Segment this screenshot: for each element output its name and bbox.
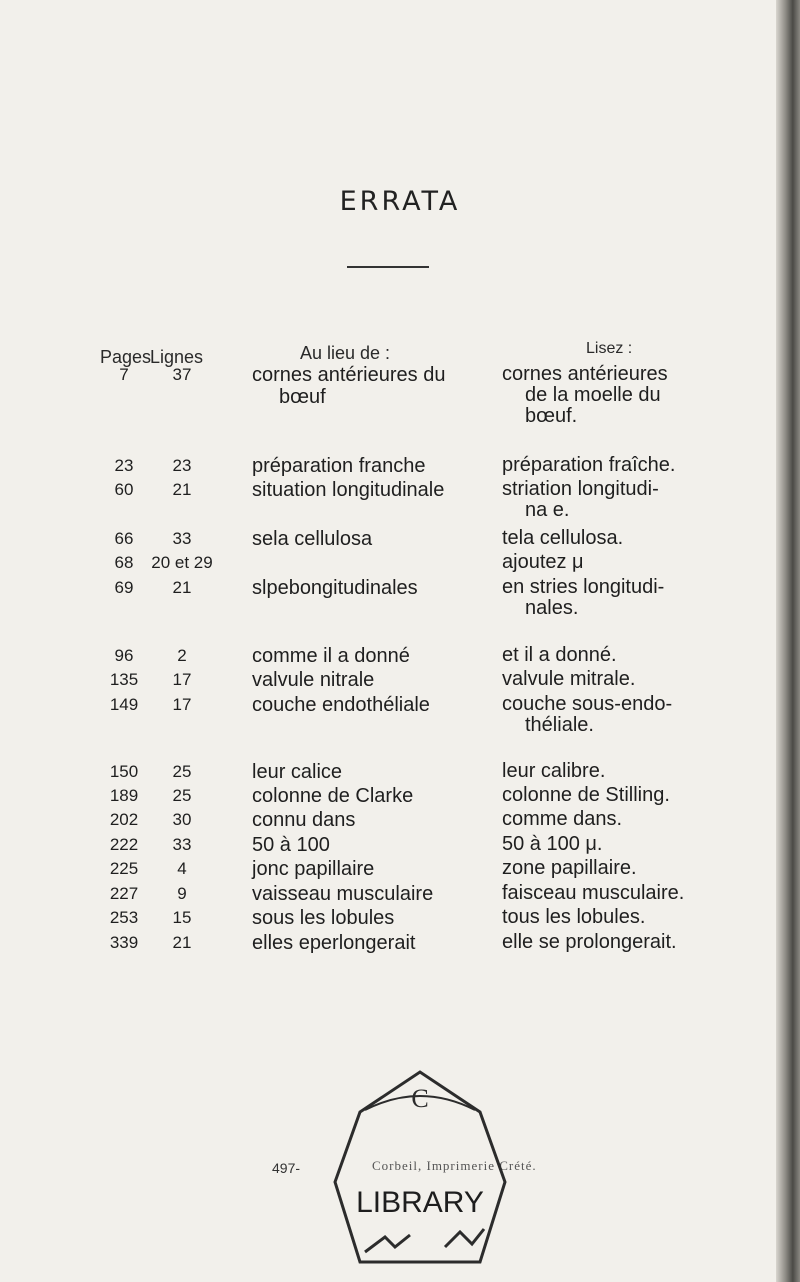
cell-ligne: 2 (177, 646, 187, 665)
cell-lisez (502, 907, 645, 928)
cell-au-lieu (252, 455, 425, 477)
cell-lisez (502, 785, 670, 806)
cell-ligne: 21 (172, 480, 192, 499)
cell-page: 189 (109, 786, 139, 805)
lisez-line: bœuf. (525, 405, 578, 427)
cell-ligne: 21 (172, 933, 192, 952)
cell-au-lieu (252, 809, 355, 831)
lisez-line: cornes antérieures (502, 363, 668, 385)
au-lieu-line: préparation franche (252, 455, 426, 477)
cell-page: 225 (109, 859, 139, 878)
lisez-line: zone papillaire. (502, 857, 637, 879)
au-lieu-line: jonc papillaire (252, 858, 375, 880)
au-lieu-line: vaisseau musculaire (252, 883, 434, 905)
lisez-line: leur calibre. (502, 760, 606, 782)
cell-lisez (502, 858, 637, 879)
au-lieu-line: situation longitudinale (252, 479, 445, 501)
cell-au-lieu (252, 834, 330, 856)
lisez-line: ajoutez μ (502, 551, 584, 573)
cell-page: 227 (109, 884, 139, 903)
au-lieu-line: leur calice (252, 761, 343, 783)
cell-ligne: 33 (172, 835, 192, 854)
cell-ligne: 25 (172, 786, 192, 805)
cell-lisez (502, 364, 668, 427)
lisez-line: couche sous-endo- (502, 693, 673, 715)
header-au-lieu: Au lieu de : (300, 343, 391, 363)
cell-page: 222 (109, 835, 139, 854)
au-lieu-line: couche endothéliale (252, 694, 430, 716)
au-lieu-line: bœuf (279, 386, 326, 408)
cell-ligne: 17 (172, 695, 192, 714)
cell-au-lieu (252, 761, 342, 783)
stamp-top-text: C (411, 1084, 429, 1113)
cell-ligne: 17 (172, 670, 192, 689)
cell-lisez (502, 577, 664, 619)
lisez-line: striation longitudi- (502, 478, 659, 500)
au-lieu-line: elles eperlongerait (252, 932, 416, 954)
cell-page: 202 (109, 810, 139, 829)
cell-au-lieu (252, 645, 410, 667)
cell-page: 60 (114, 480, 134, 499)
lisez-line: elle se prolongerait. (502, 931, 677, 953)
cell-page: 339 (109, 933, 139, 952)
cell-au-lieu (252, 858, 374, 880)
header-lisez: Lisez : (586, 340, 633, 357)
cell-ligne: 37 (172, 365, 192, 384)
cell-page: 7 (119, 365, 129, 384)
cell-au-lieu (252, 577, 418, 599)
lisez-line: comme dans. (502, 808, 623, 830)
au-lieu-line: sela cellulosa (252, 528, 373, 550)
lisez-line: en stries longitudi- (502, 576, 665, 598)
cell-au-lieu (252, 669, 374, 691)
imprint-text: Corbeil, Imprimerie Crété. (372, 1158, 537, 1173)
au-lieu-line: sous les lobules (252, 907, 395, 929)
au-lieu-line: colonne de Clarke (252, 785, 414, 807)
lisez-line: 50 à 100 μ. (502, 833, 603, 855)
cell-page: 253 (109, 908, 139, 927)
lisez-line: nales. (525, 597, 579, 619)
cell-page: 150 (109, 762, 139, 781)
cell-au-lieu (252, 932, 415, 954)
cell-au-lieu (252, 364, 445, 408)
cell-page: 68 (114, 553, 134, 572)
cell-lisez (502, 932, 677, 953)
cell-page: 66 (114, 529, 134, 548)
cell-ligne: 30 (172, 810, 192, 829)
lisez-line: préparation fraîche. (502, 454, 676, 476)
cell-au-lieu (252, 479, 444, 501)
cell-au-lieu (252, 907, 394, 929)
cell-lisez (502, 834, 603, 855)
cell-lisez (502, 455, 675, 476)
au-lieu-line: connu dans (252, 809, 356, 831)
header-pages: Pages (100, 347, 152, 367)
cell-lisez (502, 809, 622, 830)
library-stamp (270, 1052, 570, 1282)
lisez-line: na e. (525, 499, 570, 521)
cell-page: 135 (109, 670, 139, 689)
cell-au-lieu (252, 528, 372, 550)
cell-ligne: 9 (177, 884, 187, 903)
cell-lisez (502, 479, 659, 521)
page-title: ERRATA (339, 186, 461, 217)
title-rule (347, 266, 429, 268)
cell-ligne: 4 (177, 859, 187, 878)
au-lieu-line: comme il a donné (252, 645, 410, 667)
imprint-number: 497- (272, 1160, 301, 1176)
cell-ligne: 25 (172, 762, 192, 781)
lisez-line: tous les lobules. (502, 906, 646, 928)
au-lieu-line: slpebongitudinales (252, 577, 418, 599)
cell-ligne: 15 (172, 908, 192, 927)
au-lieu-line: cornes antérieures du (252, 364, 446, 386)
cell-ligne: 33 (172, 529, 192, 548)
cell-au-lieu (252, 785, 413, 807)
cell-lisez (502, 552, 584, 573)
cell-au-lieu (252, 883, 433, 905)
cell-page: 69 (114, 578, 134, 597)
lisez-line: de la moelle du (525, 384, 661, 406)
cell-lisez (502, 528, 623, 549)
cell-lisez (502, 761, 605, 782)
lisez-line: théliale. (525, 714, 594, 736)
header-lignes: Lignes (150, 347, 204, 367)
cell-page: 23 (114, 456, 134, 475)
cell-ligne: 20 et 29 (151, 553, 213, 572)
cell-lisez (502, 694, 672, 736)
cell-lisez (502, 645, 617, 666)
cell-lisez (502, 883, 684, 904)
stamp-label: LIBRARY (356, 1186, 484, 1219)
au-lieu-line: 50 à 100 (252, 834, 330, 856)
lisez-line: faisceau musculaire. (502, 882, 685, 904)
lisez-line: tela cellulosa. (502, 527, 624, 549)
lisez-line: valvule mitrale. (502, 668, 636, 690)
cell-au-lieu (252, 694, 430, 716)
cell-lisez (502, 669, 635, 690)
lisez-line: colonne de Stilling. (502, 784, 670, 806)
cell-page: 96 (114, 646, 134, 665)
cell-ligne: 21 (172, 578, 192, 597)
cell-page: 149 (109, 695, 139, 714)
lisez-line: et il a donné. (502, 644, 617, 666)
cell-ligne: 23 (172, 456, 192, 475)
au-lieu-line: valvule nitrale (252, 669, 375, 691)
